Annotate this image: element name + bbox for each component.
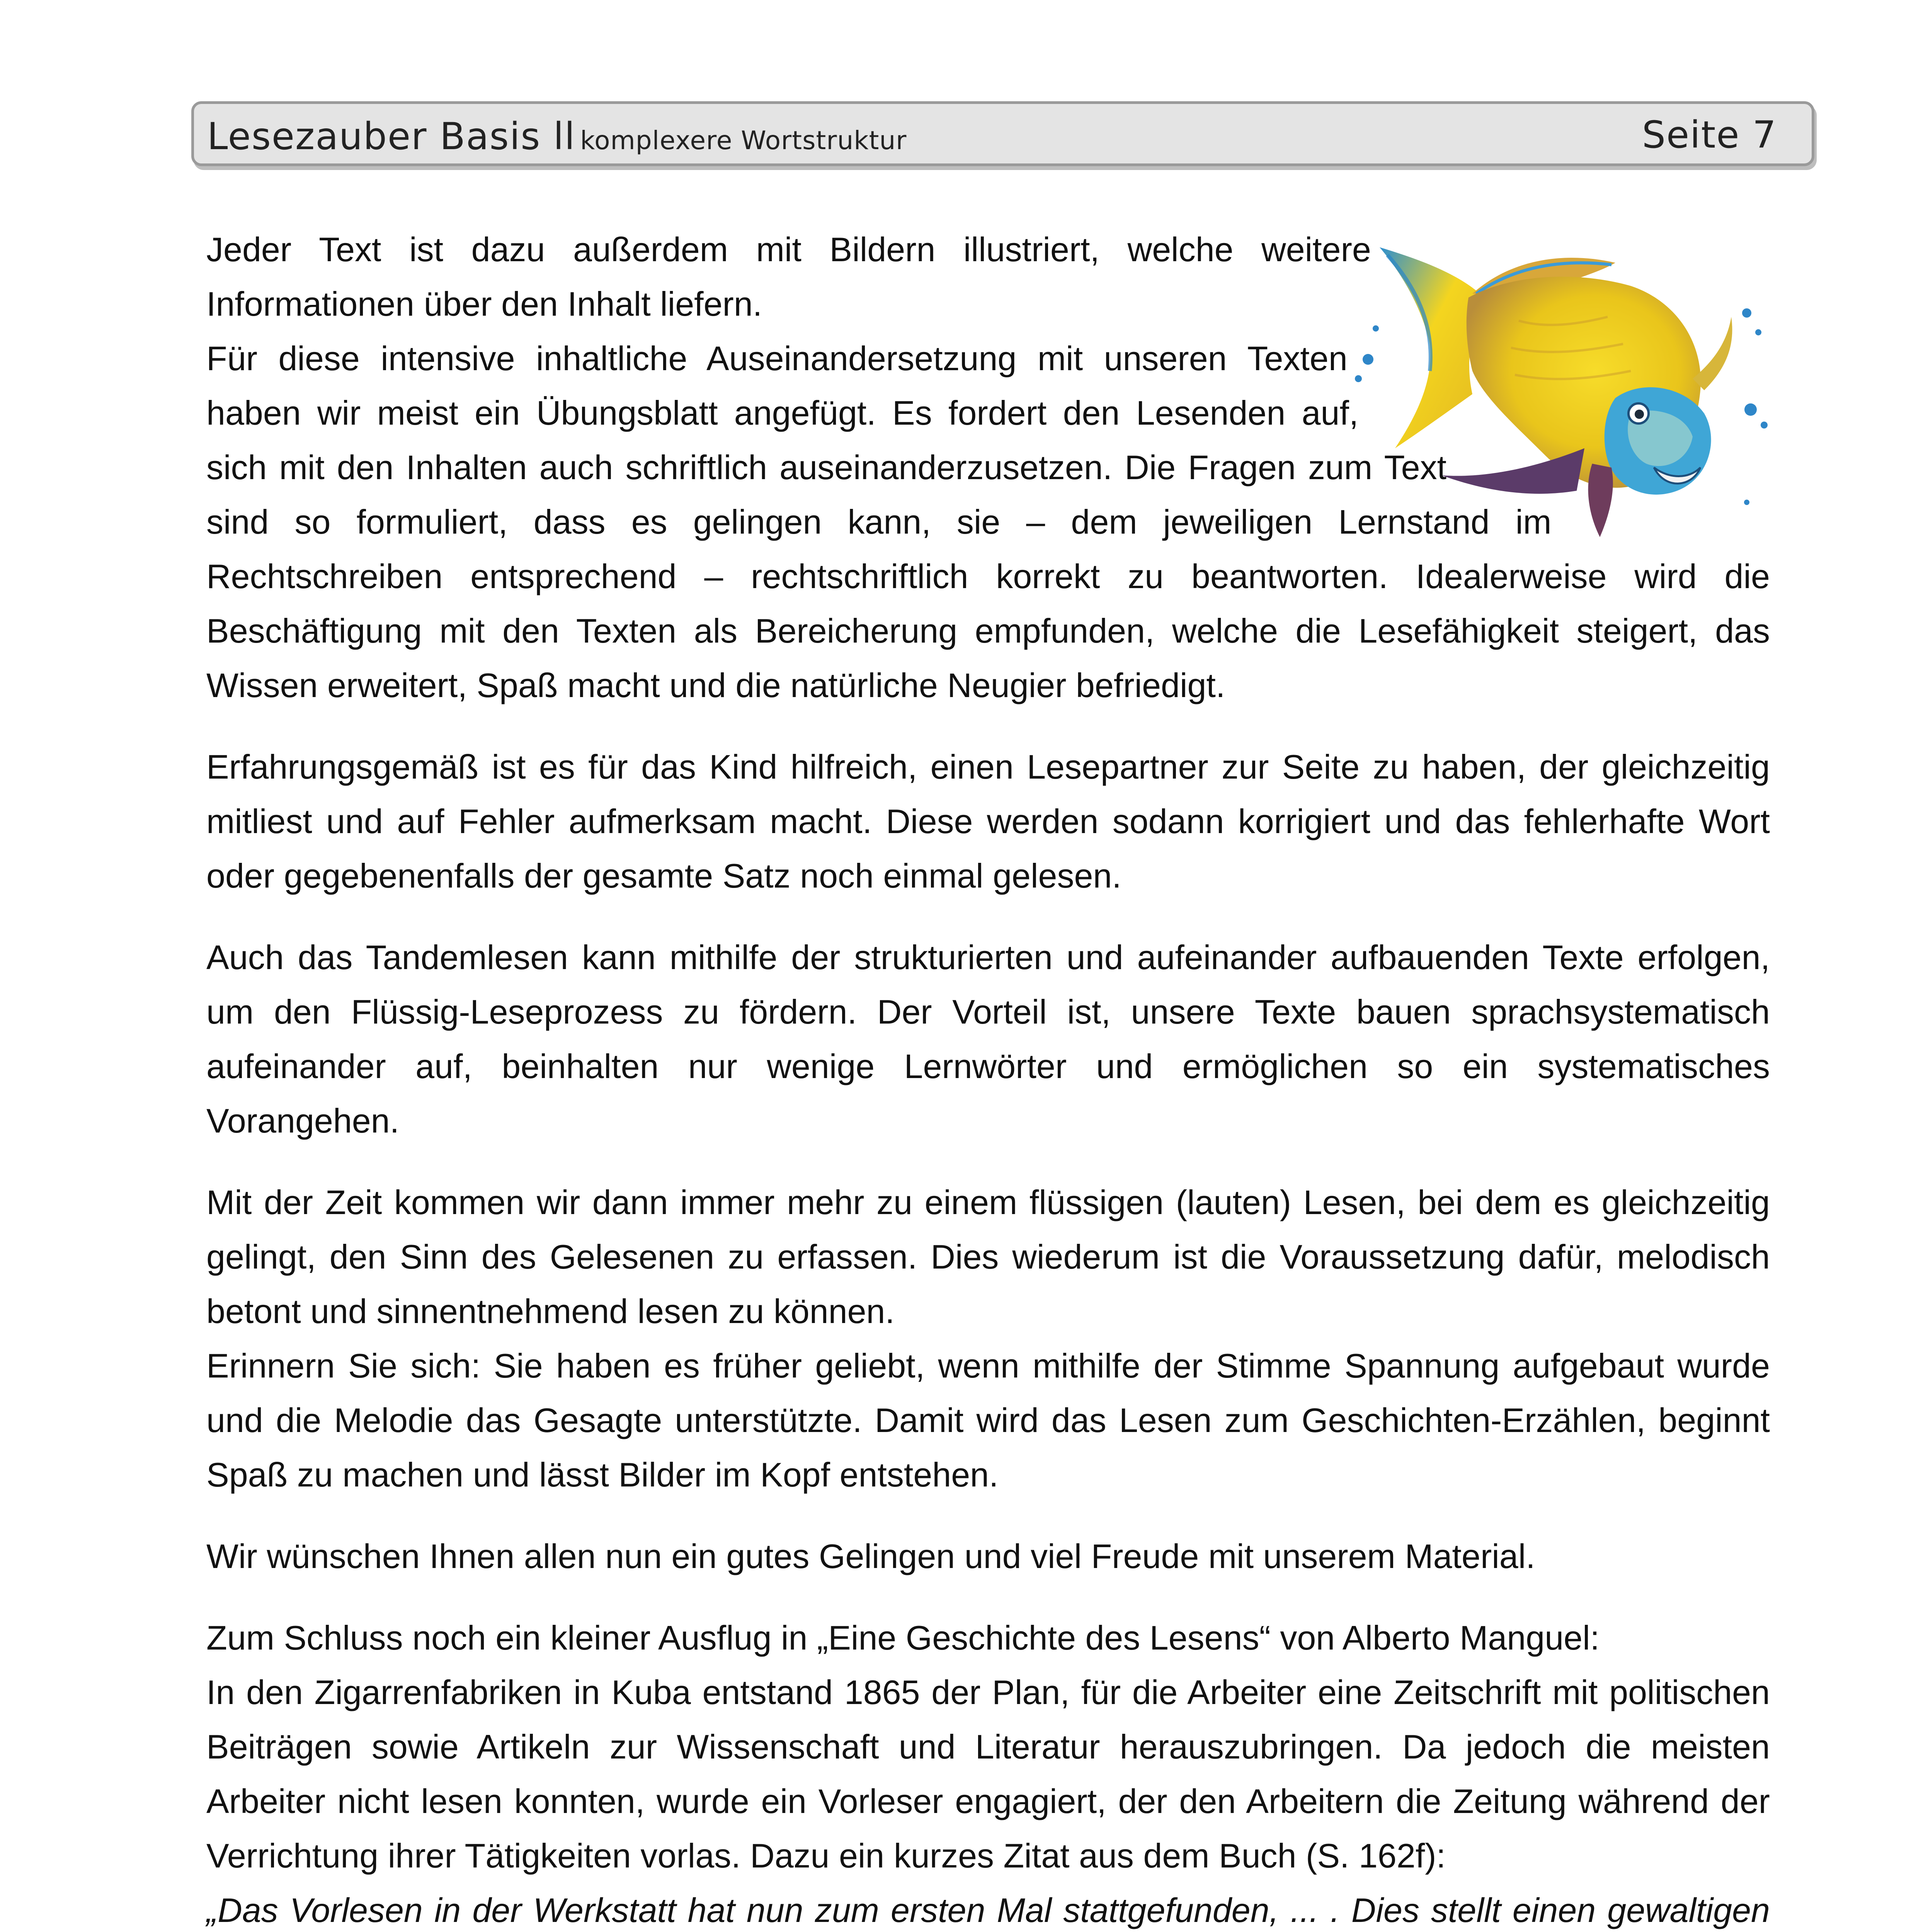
paragraph-6: Erinnern Sie sich: Sie haben es früher geliebt, wenn mithilfe der Stimme Spannung aufgebaut wurde und die Melodie das Gesagte unterstützte. Damit wird das Lesen zum Geschichten-Erzählen, beginnt Spaß zu machen und lässt Bilder im Kopf entstehen. [206,1347,1770,1494]
paragraph-9: In den Zigarrenfabriken in Kuba entstand 1865 der Plan, für die Arbeiter eine Zeitschrift mit politischen Beiträgen sowie Artikeln zur Wissenschaft und Literatur herauszubringen. Da jedoch die meisten Arbeiter nicht lesen konnten, wurde ein Vorleser engagiert, der den Arbeitern die Zeitung während der Verrichtung ihrer Tätigkeiten vorlas. Dazu ein kurzes Zitat aus dem Buch (S. 162f): [206,1673,1770,1875]
paragraph-1: Jeder Text ist dazu außerdem mit Bildern illustriert, welche weitere Informationen über den Inhalt liefern. [206,230,1371,323]
paragraph-7: Wir wünschen Ihnen allen nun ein gutes Gelingen und viel Freude mit unserem Material. [206,1537,1535,1575]
page-number: Seite 7 [1642,113,1777,156]
header-subtitle: komplexere Wortstruktur [580,126,907,155]
paragraph-2: Für diese intensive inhaltliche Auseinandersetzung mit unseren Texten haben wir meist ein Übungsblatt angefügt. Es fordert den Lesenden auf, sich mit den Inhalten auch schriftlich auseinanderzusetzen. Die Fragen zum Text sind so formuliert, dass es gelingen kann, sie – dem jeweiligen Lernstand im Rechtschreiben entsprechend – rechtschriftlich korrekt zu beantworten. Idealerweise wird die Beschäftigung mit den Texten als Bereicherung empfunden, welche die Lesefähigkeit steigert, das Wissen erweitert, Spaß macht und die natürliche Neugier befriedigt. [206,339,1770,704]
header-title-line [207,115,907,158]
paragraph-8: Zum Schluss noch ein kleiner Ausflug in „Eine Geschichte des Lesens“ von Alberto Manguel: [206,1619,1600,1657]
quote: „Das Vorlesen in der Werkstatt hat nun zum ersten Mal stattgefunden, ... . Dies stellt einen gewaltigen [206,1891,1770,1929]
paragraph-5: Mit der Zeit kommen wir dann immer mehr zu einem flüssigen (lauten) Lesen, bei dem es gleichzeitig gelingt, den Sinn des Gelesenen zu erfassen. Dies wiederum ist die Voraussetzung dafür, melodisch betont und sinnentnehmend lesen zu können. [206,1183,1770,1330]
body-text [206,222,1770,1932]
paragraph-3: Erfahrungsgemäß ist es für das Kind hilfreich, einen Lesepartner zur Seite zu haben, der gleichzeitig mitliest und auf Fehler aufmerksam macht. Diese werden sodann korrigiert und das fehlerhafte Wort oder gegebenenfalls der gesamte Satz noch einmal gelesen. [206,748,1770,895]
page-header [191,101,1814,166]
paragraph-4: Auch das Tandemlesen kann mithilfe der strukturierten und aufeinander aufbauenden Texte erfolgen, um den Flüssig-Leseprozess zu fördern. Der Vorteil ist, unsere Texte bauen sprachsystematisch aufeinander auf, beinhalten nur wenige Lernwörter und ermöglichen so ein systematisches Vorangehen. [206,938,1770,1140]
header-title: Lesezauber Basis ll [207,115,576,158]
